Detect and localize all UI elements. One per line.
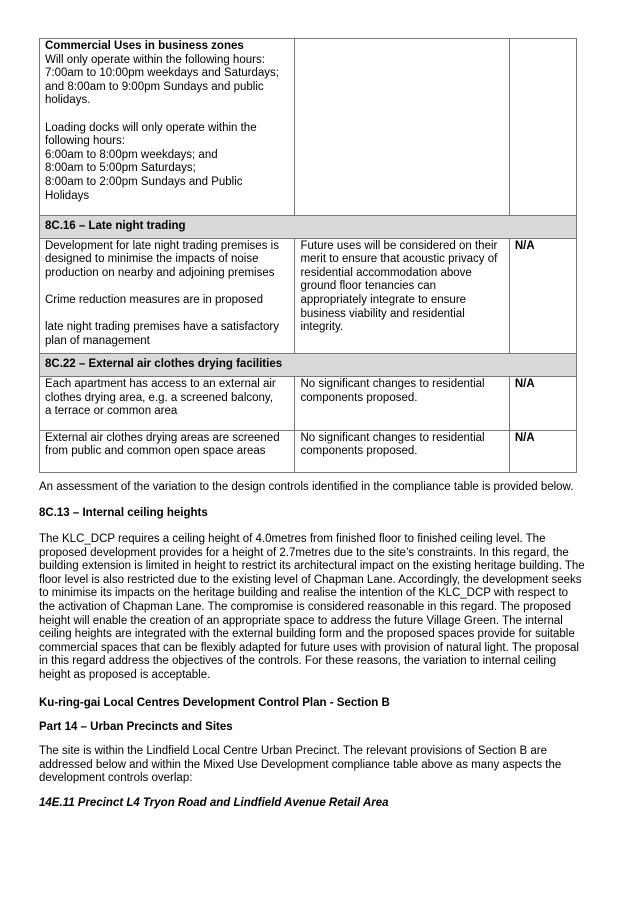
text-line: 8:00am to 2:00pm Sundays and Public [45, 175, 243, 188]
control-cell [40, 376, 295, 430]
text-line: a terrace or common area [45, 405, 178, 418]
section-heading: Ku-ring-gai Local Centres Development Control Plan - Section B [39, 697, 390, 709]
text-line: Future uses will be considered on their [300, 239, 498, 252]
text-line: from public and common open space areas [45, 445, 266, 458]
control-cell [40, 238, 295, 354]
section-heading: 14E.11 Precinct L4 Tryon Road and Lindfield Avenue Retail Area [39, 797, 389, 809]
section-heading: 8C.22 – External air clothes drying facilities [40, 354, 577, 377]
text-line: clothes drying area, e.g. a screened balcony, [45, 391, 274, 404]
table-row [40, 376, 577, 430]
intro-paragraph: An assessment of the variation to the design controls identified in the compliance table is provided below. [39, 481, 574, 493]
text-line: No significant changes to residential [300, 431, 485, 444]
text-line: 6:00am to 8:00pm weekdays; and [45, 148, 218, 161]
text-line: residential accommodation above [300, 266, 472, 279]
text-line: following hours: [45, 135, 125, 148]
text-line: proposed development provides for a height of 2.7metres due to the site’s constraints. In this regard, the [39, 546, 569, 559]
text-line: holidays. [45, 94, 91, 107]
text-line: building extension is limited in height to restrict its architectural impact on the existing heritage building. The [39, 560, 585, 573]
text-line: No significant changes to residential [300, 377, 485, 390]
compliance-table [39, 38, 577, 473]
text-line: Crime reduction measures are in proposed [45, 293, 263, 306]
text-line: appropriately integrate to ensure [300, 293, 467, 306]
text-line: commercial spaces that can be flexibly adapted for future uses with provision of natural light. The proposal [39, 641, 579, 654]
text-line: plan of management [45, 334, 150, 347]
text-line: merit to ensure that acoustic privacy of [300, 253, 498, 266]
body-paragraph [39, 533, 599, 683]
table-row [40, 430, 577, 472]
text-line: ceiling heights are integrated with the external building form and the proposed spaces provide for suitable [39, 628, 575, 641]
section-heading: 8C.13 – Internal ceiling heights [39, 507, 208, 519]
text-line: components proposed. [300, 391, 418, 404]
text-line: height will enable the creation of an appropriate space to address the future Village Green. The internal [39, 614, 563, 627]
text-line: Will only operate within the following hours: [45, 53, 265, 66]
status-cell [509, 39, 576, 216]
text-line: in this regard address the objectives of the controls. For these reasons, the variation to internal ceiling [39, 655, 557, 668]
text-line: 8:00am to 5:00pm Saturdays; [45, 162, 196, 175]
text-line: height as proposed is acceptable. [39, 668, 211, 681]
control-cell [40, 39, 295, 216]
text-line: 7:00am to 10:00pm weekdays and Saturdays; [45, 67, 279, 80]
text-line: ground floor tenancies can [300, 280, 437, 293]
body-paragraph [39, 745, 599, 786]
section-row [40, 354, 577, 377]
text-line: production on nearby and adjoining premises [45, 266, 275, 279]
status-cell: N/A [509, 376, 576, 430]
text-line: Loading docks will only operate within the [45, 121, 257, 134]
text-line: Holidays [45, 189, 90, 202]
text-line: late night trading premises have a satisfactory [45, 321, 279, 334]
response-cell [295, 430, 509, 472]
status-cell: N/A [509, 430, 576, 472]
text-line: The KLC_DCP requires a ceiling height of 4.0metres from finished floor to finished ceiling level. The [39, 533, 546, 545]
text-line: development controls overlap: [39, 772, 193, 785]
text-line: the activation of Chapman Lane. The compromise is considered reasonable in this regard. The proposed [39, 600, 572, 613]
table-row [40, 238, 577, 354]
text-line: integrity. [300, 321, 344, 334]
text-line: Each apartment has access to an external air [45, 377, 276, 390]
response-cell [295, 39, 509, 216]
text-line: components proposed. [300, 445, 418, 458]
response-cell [295, 238, 509, 354]
text-line: floor level is also restricted due to the existing level of Chapman Lane. Accordingly, the development seeks [39, 573, 582, 586]
text-line: addressed below and within the Mixed Use Development compliance table above as many aspects the [39, 758, 562, 771]
text-line: designed to minimise the impacts of noise [45, 253, 259, 266]
status-cell: N/A [509, 238, 576, 354]
text-line: to minimise its impacts on the heritage building and realise the intention of the KLC_DCP with respect to [39, 587, 569, 600]
text-line: The site is within the Lindfield Local Centre Urban Precinct. The relevant provisions of Section B are [39, 745, 547, 757]
text-line: business viability and residential [300, 307, 465, 320]
text-line: and 8:00am to 9:00pm Sundays and public [45, 80, 264, 93]
control-cell [40, 430, 295, 472]
row-title: Commercial Uses in business zones [45, 40, 244, 52]
section-heading: Part 14 – Urban Precincts and Sites [39, 721, 233, 733]
text-line: Development for late night trading premises is [45, 239, 279, 252]
response-cell [295, 376, 509, 430]
table-row [40, 39, 577, 216]
text-line: External air clothes drying areas are screened [45, 431, 280, 444]
section-heading: 8C.16 – Late night trading [40, 216, 577, 239]
section-row [40, 216, 577, 239]
